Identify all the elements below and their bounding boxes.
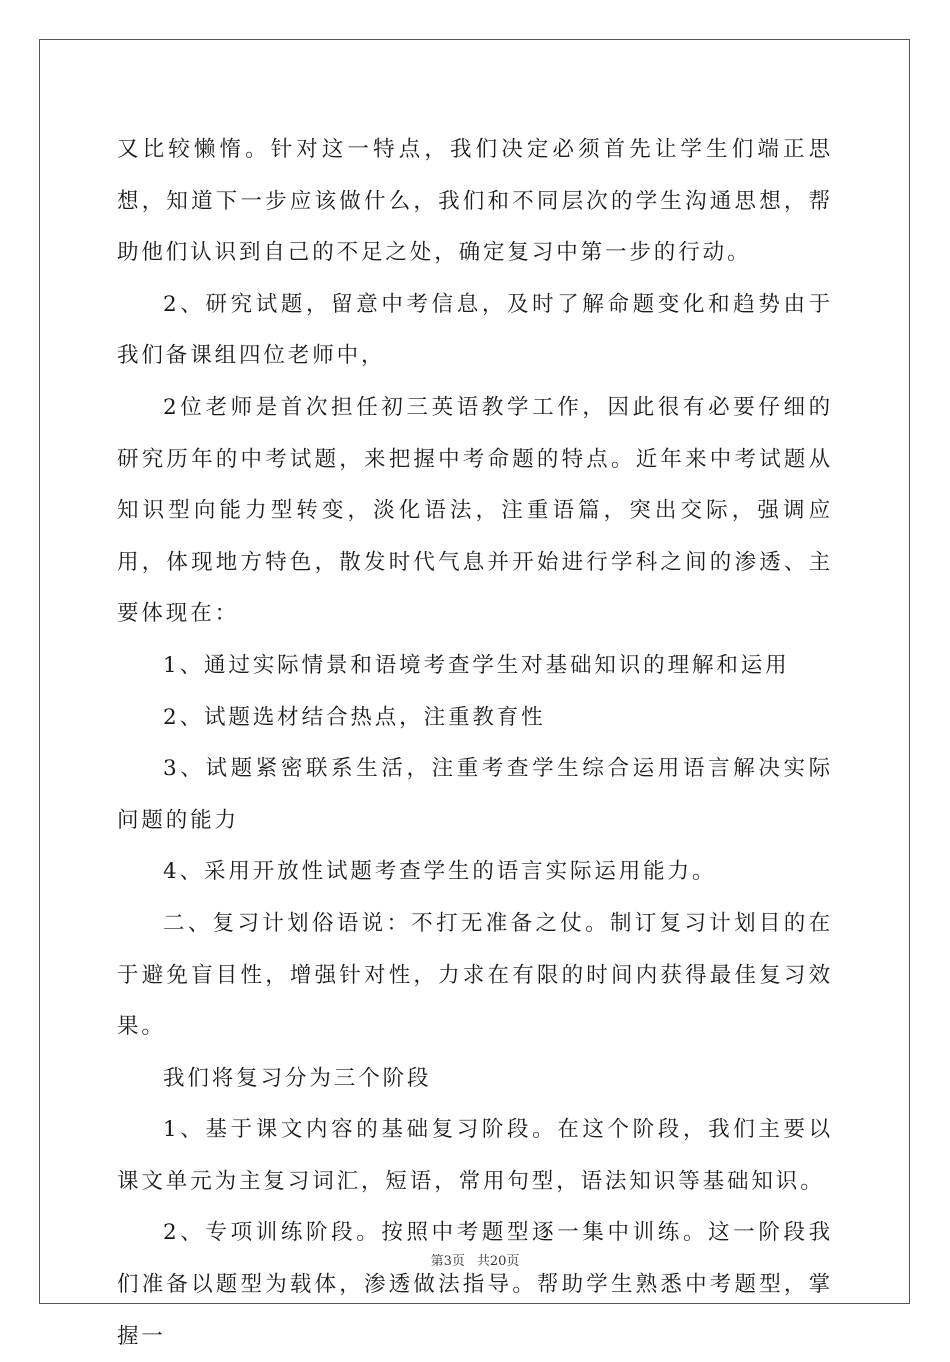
paragraph: 3、试题紧密联系生活，注重考查学生综合运用语言解决实际问题的能力 [117, 756, 833, 833]
paragraph: 1、基于课文内容的基础复习阶段。在这个阶段，我们主要以课文单元为主复习词汇，短语，常用句型，语法知识等基础知识。 [117, 1117, 833, 1194]
paragraph: 2、试题选材结合热点，注重教育性 [163, 704, 546, 730]
paragraph: 1、通过实际情景和语境考查学生对基础知识的理解和运用 [163, 652, 790, 678]
page-number-current: 第3页 [430, 1254, 465, 1269]
paragraph: 二、复习计划俗语说：不打无准备之仗。制订复习计划目的在于避免盲目性，增强针对性，力求在有限的时间内获得最佳复习效果。 [117, 910, 833, 1040]
page-number-total: 共20页 [476, 1254, 520, 1269]
paragraph: 4、采用开放性试题考查学生的语言实际运用能力。 [163, 859, 717, 885]
paragraph: 2位老师是首次担任初三英语教学工作，因此很有必要仔细的研究历年的中考试题，来把握中考命题的特点。近年来中考试题从知识型向能力型转变，淡化语法，注重语篇，突出交际，强调应用，体现地方特色，散发时代气息并开始进行学科之间的渗透、主要体现在： [117, 394, 833, 627]
page-footer [0, 1250, 950, 1269]
document-body [117, 124, 833, 1362]
paragraph: 我们将复习分为三个阶段 [163, 1065, 432, 1091]
paragraph: 2、专项训练阶段。按照中考题型逐一集中训练。这一阶段我们准备以题型为载体，渗透做法指导。帮助学生熟悉中考题型，掌握一 [117, 1220, 833, 1349]
paragraph: 2、研究试题，留意中考信息，及时了解命题变化和趋势由于我们备课组四位老师中， [117, 291, 833, 369]
paragraph: 又比较懒惰。针对这一特点，我们决定必须首先让学生们端正思想，知道下一步应该做什么，我们和不同层次的学生沟通思想，帮助他们认识到自己的不足之处，确定复习中第一步的行动。 [117, 137, 833, 266]
